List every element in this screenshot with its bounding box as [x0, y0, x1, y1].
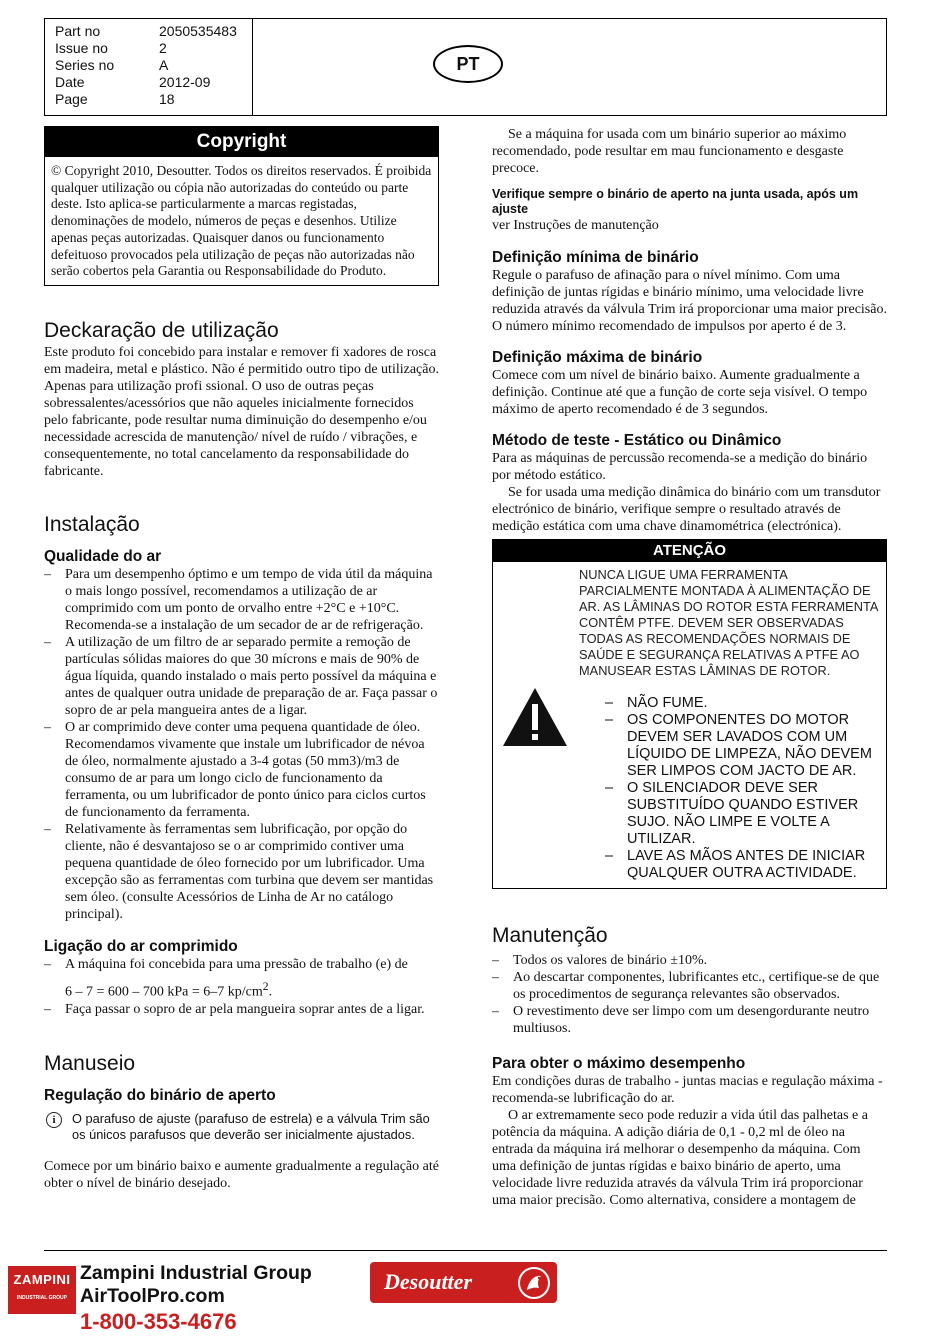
company-name: Zampini Industrial Group [80, 1262, 312, 1284]
handling-heading: Manuseio [44, 1051, 136, 1075]
torque-heading: Regulação do binário de aperto [44, 1086, 276, 1104]
maintenance-heading: Manutenção [492, 924, 608, 947]
warning-triangle-icon [501, 686, 569, 748]
min-torque-text: Regule o parafuso de afinação para o nível mínimo. Com uma definição de juntas rígidas e binário mínimo, uma velocidade livre reduzida através da válvula Trim irá proporcionar uma maior precisão. O número mínimo recomendado de impulsos por aperto é de 3. [492, 268, 887, 334]
meta-row: Part no 2050535483 [55, 23, 237, 39]
max-torque-heading: Definição máxima de binário [492, 349, 703, 366]
intro-text: Se a máquina for usada com um binário superior ao máximo recomendado, pode resultar em mau funcionamento e desgaste precoce. [492, 127, 847, 176]
warning-list [605, 695, 885, 882]
meta-row: Issue no 2 [55, 40, 167, 56]
warning-text: NUNCA LIGUE UMA FERRAMENTA PARCIALMENTE MONTADA À ALIMENTAÇÃO DE AR. AS LÂMINAS DO ROTOR ESTA FERRAMENTA CONTÊM PTFE. DEVEM SER OBSERVADAS TODAS AS RECOMENDAÇÕES NORMAIS DE SAÚDE E SEGURANÇA RELATIVAS A PTFE AO MANUSEAR ESTAS LÂMINAS DE ROTOR. [579, 567, 878, 678]
performance-text: O ar extremamente seco pode reduzir a vida útil das palhetas e a potência da máquina. A adição diária de 0,1 - 0,2 ml de óleo na entrada da máquina irá melhorar o desempenho da máquina. Com uma definição de juntas rígidas e baixo binário de aperto, uma velocidade livre reduzida através da válvula Trim irá proporcionar uma maior precisão. Como alternativa, considere a montagem de [492, 1108, 868, 1208]
min-torque-heading: Definição mínima de binário [492, 249, 699, 266]
air-quality-heading: Qualidade do ar [44, 547, 162, 565]
right-column [492, 126, 887, 1209]
warning-box [492, 539, 887, 889]
installation-heading: Instalação [44, 512, 140, 536]
meta-row: Series no A [55, 57, 169, 73]
footer [0, 1258, 950, 1340]
copyright-title: Copyright [45, 127, 438, 157]
language-badge: PT [433, 45, 503, 83]
list-item: – Todos os valores de binário ±10%. [492, 952, 887, 969]
info-note [44, 1111, 439, 1144]
desoutter-logo: Desoutter [370, 1262, 557, 1303]
test-method-heading: Método de teste - Estático ou Dinâmico [492, 432, 782, 449]
list-item: – LAVE AS MÃOS ANTES DE INICIAR QUALQUER OUTRA ACTIVIDADE. [605, 848, 885, 882]
copyright-box [44, 126, 439, 286]
list-item: – O revestimento deve ser limpo com um desengordurante neutro multiusos. [492, 1003, 887, 1037]
meta-row: Date 2012-09 [55, 74, 211, 90]
zampini-logo: ZAMPINI INDUSTRIAL GROUP [8, 1266, 76, 1314]
verify-heading: Verifique sempre o binário de aperto na junta usada, após um ajuste [492, 187, 859, 216]
verify-text: ver Instruções de manutenção [492, 218, 659, 233]
performance-heading: Para obter o máximo desempenho [492, 1055, 746, 1072]
list-item: – OS COMPONENTES DO MOTOR DEVEM SER LAVADOS COM UM LÍQUIDO DE LIMPEZA, NÃO DEVEM SER LIMPOS COM JACTO DE AR. [605, 712, 885, 780]
list-item: – O SILENCIADOR DEVE SER SUBSTITUÍDO QUANDO ESTIVER SUJO. NÃO LIMPE E VOLTE A UTILIZAR. [605, 780, 885, 848]
list-item: – NÃO FUME. [605, 695, 885, 712]
document-metadata [45, 19, 253, 115]
torque-text: Comece por um binário baixo e aumente gradualmente a regulação até obter o nível de binário desejado. [44, 1158, 439, 1191]
list-item: – Ao descartar componentes, lubrificantes etc., certifique-se de que os procedimentos de segurança relevantes são observados. [492, 969, 887, 1003]
footer-divider [44, 1250, 887, 1251]
copyright-text: © Copyright 2010, Desoutter. Todos os direitos reservados. É proibida qualquer utilização ou cópia não autorizadas do conteúdo ou parte deste. Isto aplica-se particularmente a marcas registadas, denominações de modelo, números de peças e desenhos. Utilize apenas peças autorizadas. Quaisquer danos ou funcionamento defeituoso provocados pela utilização de peças não autorizadas não serão cobertos pela Garantia ou Responsabilidade do Produto. [51, 163, 432, 279]
document-header [44, 18, 887, 116]
phone-number[interactable]: 1-800-353-4676 [80, 1309, 237, 1334]
maintenance-list [492, 952, 887, 1037]
meta-row: Page 18 [55, 91, 175, 107]
max-torque-text: Comece com um nível de binário baixo. Aumente gradualmente a definição. Continue até que a função de corte seja visível. O tempo máximo de aperto recomendado é de 3 segundos. [492, 368, 868, 417]
warning-body [493, 562, 886, 888]
list-item: – O ar comprimido deve conter uma pequena quantidade de óleo. Recomendamos vivamente que instale um lubrificador de névoa de óleo, normalmente ajustado a 3-4 gotas (50 mm3)/m3 de consumo de ar para um longo ciclo de funcionamento da ferramenta, ou um lubrificador de ponto único para ciclos curtos de funcionamento da ferramenta. [44, 719, 439, 821]
usage-text: Este produto foi concebido para instalar e remover fi xadores de rosca em madeira, metal e plástico. Não é permitido outro tipo de utilização. Apenas para utilização profi ssional. O uso de outras peças sobressalentes/acessórios que não aqueles inicialmente fornecidos pelo fabricante, pode resultar numa diminuição do desempenho e/ou necessidade acrescida de manutenção/ nível de ruído / vibrações, e consequentemente, no total cancelamento da responsabilidade do fabricante. [44, 344, 439, 479]
test-method-text: Se for usada uma medição dinâmica do binário com um transdutor electrónico de binário, verifique sempre o resultado através de medição estática com uma chave dinamométrica (electrónica). [492, 485, 881, 534]
air-quality-list [44, 566, 439, 923]
list-item: – Para um desempenho óptimo e um tempo de vida útil da máquina o mais longo possível, recomendamos a utilização de ar comprimido com um ponto de orvalho entre +2°C e +10°C. Recomenda-se a instalação de um secador de ar de refrigeração. [44, 566, 439, 634]
performance-text: Em condições duras de trabalho - juntas macias e regulação máxima - recomenda-se lubrificação do ar. [492, 1074, 883, 1106]
list-item: – Faça passar o sopro de ar pela mangueira soprar antes de a ligar. [44, 1001, 439, 1018]
list-item: – Relativamente às ferramentas sem lubrificação, por opção do cliente, não é desvantajoso se o ar comprimido contiver uma pequena quantidade de óleo fornecido por um lubrificador. Uma excepção são as ferramentas com turbina que devem ser mantidas sem óleo. (consulte Acessórios de Linha de Ar no catálogo principal). [44, 821, 439, 923]
air-connection-list [44, 956, 439, 1018]
list-item: – A utilização de um filtro de ar separado permite a remoção de partículas sólidas maiores do que 30 mícrons e mais de 90% de água líquida, quando instalado o mais perto possível da máquina e antes de qualquer outra unidade de preparação de ar. Faça passar o sopro de ar pela mangueira antes de a ligar. [44, 634, 439, 719]
info-note-text: O parafuso de ajuste (parafuso de estrela) e a válvula Trim são os únicos parafusos que deverão ser inicialmente ajustados. [72, 1110, 430, 1143]
bird-emblem-icon [517, 1266, 551, 1300]
left-column [44, 126, 439, 1192]
warning-title: ATENÇÃO [493, 540, 886, 562]
website-link[interactable]: AirToolPro.com [80, 1285, 225, 1307]
air-connection-heading: Ligação do ar comprimido [44, 937, 238, 955]
list-item: – A máquina foi concebida para uma pressão de trabalho (e) de 6 – 7 = 600 – 700 kPa = 6–7 $kp/cm^2$. [44, 956, 439, 1001]
info-icon: i [46, 1112, 62, 1128]
usage-heading: Deckaração de utilização [44, 318, 279, 342]
pressure-formula: 6 – 7 = 600 – 700 kPa = 6–7 $kp/cm^2$. [65, 979, 273, 1000]
test-method-text: Para as máquinas de percussão recomenda-se a medição do binário por método estático. [492, 451, 868, 483]
